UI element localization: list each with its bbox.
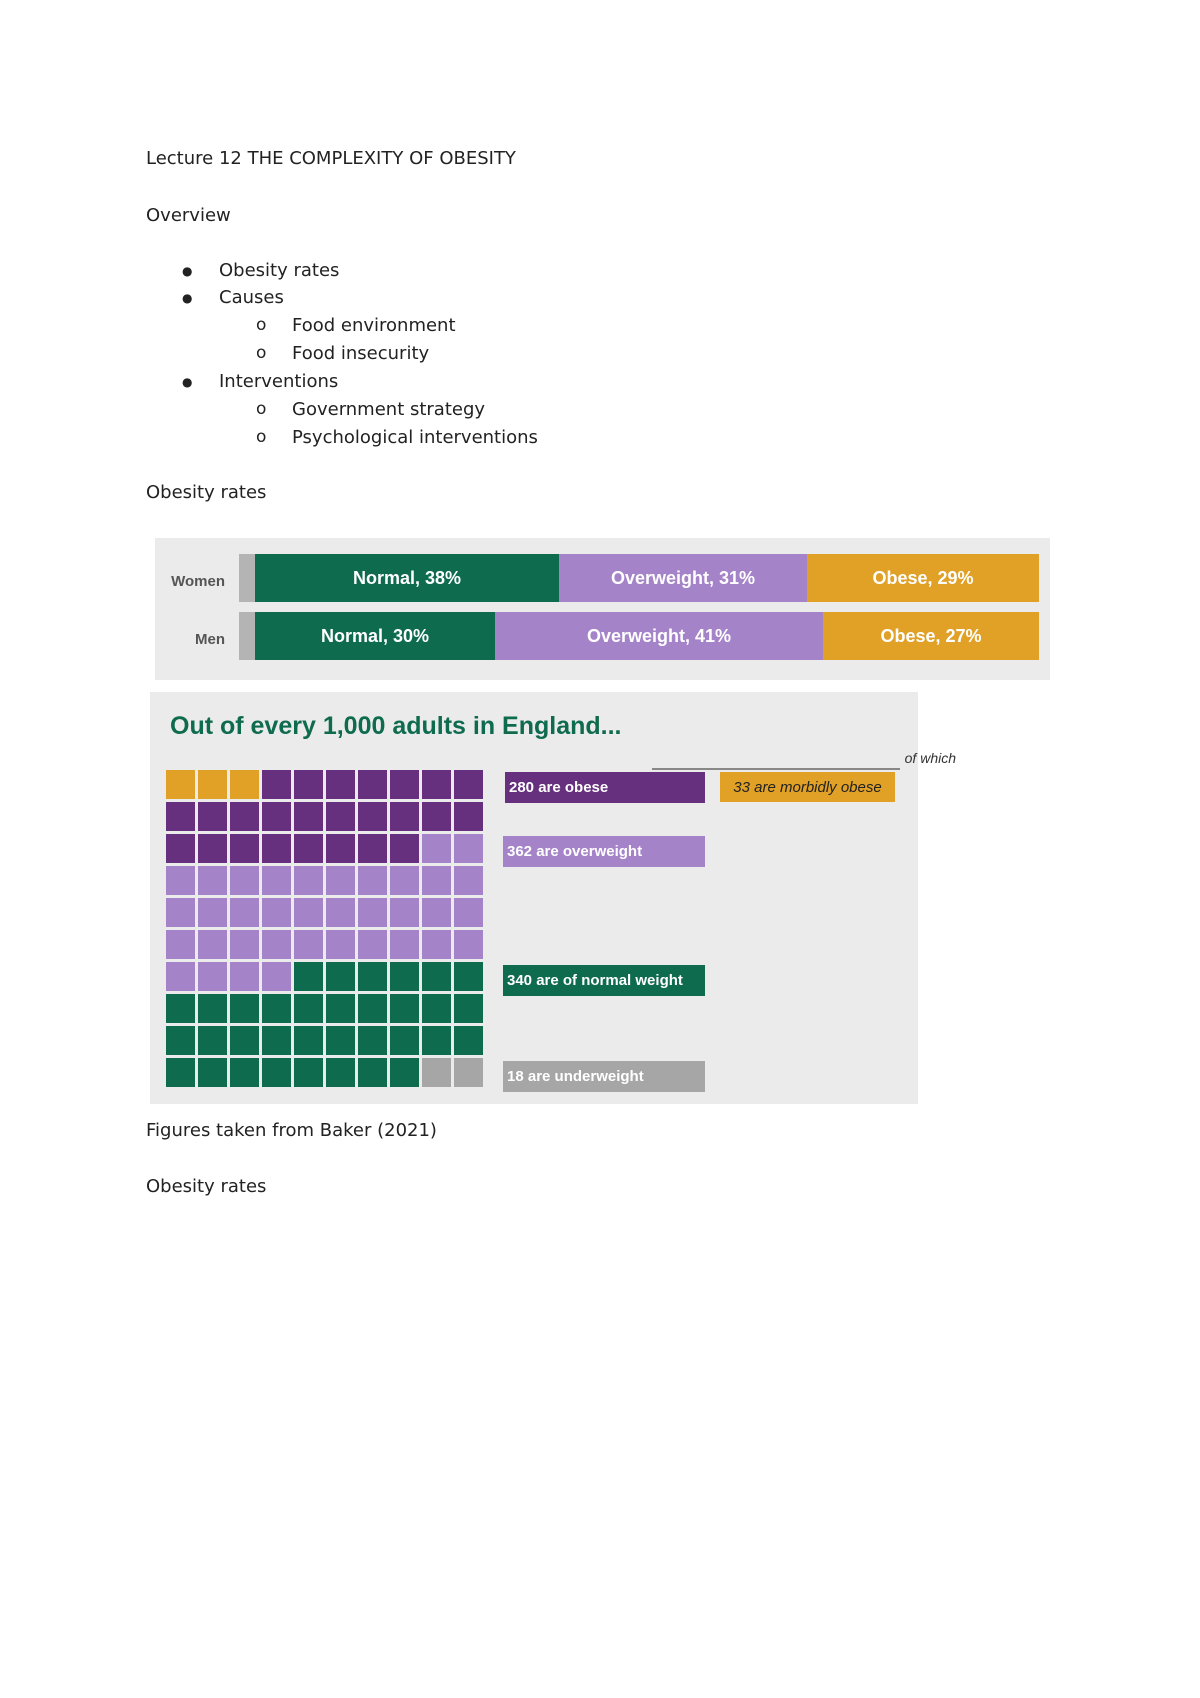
waffle-cell [358,994,387,1023]
waffle-cell [358,962,387,991]
waffle-cell [358,770,387,799]
waffle-cell [390,930,419,959]
waffle-cell [166,898,195,927]
waffle-cell [326,834,355,863]
bullet-causes: Causes [219,287,284,308]
waffle-cell [358,834,387,863]
waffle-label-underweight: 18 are underweight [503,1061,705,1092]
waffle-cell [294,770,323,799]
waffle-cell [198,1058,227,1087]
waffle-title: Out of every 1,000 adults in England... [170,712,622,740]
sub-bullet: o [256,315,267,335]
waffle-cell [230,834,259,863]
waffle-cell [166,994,195,1023]
waffle-cell [358,866,387,895]
bar-segment-normal-men: Normal, 30% [255,612,495,660]
bar-segment-overweight-men: Overweight, 41% [495,612,823,660]
waffle-cell [422,994,451,1023]
bullet-interventions: Interventions [219,371,339,392]
section-heading-obesity-rates: Obesity rates [146,482,267,503]
waffle-cell [358,1058,387,1087]
waffle-cell [390,802,419,831]
waffle-cell [166,930,195,959]
waffle-cell [230,1058,259,1087]
waffle-cell [326,770,355,799]
waffle-cell [262,1058,291,1087]
waffle-cell [262,1026,291,1055]
waffle-cell [326,930,355,959]
waffle-cell [198,930,227,959]
overview-heading: Overview [146,205,231,226]
waffle-cell [198,834,227,863]
waffle-cell [326,898,355,927]
waffle-cell [454,994,483,1023]
waffle-cell [198,866,227,895]
waffle-cell [230,994,259,1023]
waffle-cell [198,770,227,799]
waffle-cell [294,1026,323,1055]
waffle-cell [230,1026,259,1055]
waffle-label-normal-weight: 340 are of normal weight [503,965,705,996]
row-label-men: Men [195,631,225,648]
row-label-women: Women [171,573,225,590]
waffle-cell [422,930,451,959]
waffle-cell [358,1026,387,1055]
waffle-cell [166,866,195,895]
bar-segment-remainder-men [239,612,255,660]
waffle-cell [198,802,227,831]
figure-caption: Figures taken from Baker (2021) [146,1120,437,1141]
waffle-cell [294,898,323,927]
waffle-cell [422,1058,451,1087]
waffle-cell [230,770,259,799]
waffle-cell [198,1026,227,1055]
waffle-cell [454,1058,483,1087]
waffle-cell [166,1058,195,1087]
waffle-cell [326,866,355,895]
waffle-cell [390,898,419,927]
waffle-cell [454,802,483,831]
bullet-dot: ● [182,291,193,305]
waffle-cell [166,802,195,831]
sub-bullet-psychological-interventions: Psychological interventions [292,427,538,448]
waffle-cell [294,866,323,895]
waffle-cell [262,930,291,959]
waffle-cell [294,802,323,831]
waffle-cell [262,866,291,895]
waffle-cell [326,1026,355,1055]
waffle-cell [262,802,291,831]
bar-segment-normal-women: Normal, 38% [255,554,559,602]
waffle-cell [198,898,227,927]
waffle-cell [390,1026,419,1055]
bar-segment-remainder-women [239,554,255,602]
sub-bullet-food-environment: Food environment [292,315,456,336]
waffle-cell [390,770,419,799]
waffle-cell [422,1026,451,1055]
waffle-cell [294,930,323,959]
waffle-cell [454,866,483,895]
waffle-cell [454,1026,483,1055]
waffle-cell [326,962,355,991]
waffle-cell [198,994,227,1023]
waffle-cell [390,834,419,863]
waffle-cell [422,770,451,799]
waffle-cell [358,930,387,959]
waffle-cell [390,866,419,895]
waffle-cell [230,898,259,927]
bar-segment-obese-men: Obese, 27% [823,612,1039,660]
waffle-cell [230,802,259,831]
of-which-note: of which [904,750,956,766]
bullet-dot: ● [182,375,193,389]
waffle-cell [390,1058,419,1087]
sub-bullet-government-strategy: Government strategy [292,399,486,420]
waffle-cell [390,994,419,1023]
waffle-cell [454,770,483,799]
waffle-cell [454,962,483,991]
waffle-cell [326,994,355,1023]
bullet-obesity-rates: Obesity rates [219,260,340,281]
waffle-cell [422,802,451,831]
waffle-cell [422,898,451,927]
waffle-cell [294,962,323,991]
waffle-cell [166,962,195,991]
section-heading-obesity-rates-2: Obesity rates [146,1176,267,1197]
lecture-title: Lecture 12 THE COMPLEXITY OF OBESITY [146,148,516,169]
waffle-cell [262,770,291,799]
waffle-cell [422,866,451,895]
waffle-cell [294,1058,323,1087]
bar-segment-obese-women: Obese, 29% [807,554,1039,602]
waffle-cell [262,834,291,863]
waffle-cell [294,994,323,1023]
waffle-cell [454,898,483,927]
sub-bullet: o [256,427,267,447]
waffle-chart [150,692,956,1104]
waffle-cell [198,962,227,991]
waffle-cell [230,866,259,895]
bar-segment-overweight-women: Overweight, 31% [559,554,807,602]
waffle-cell [230,930,259,959]
waffle-cell [422,834,451,863]
waffle-cell [294,834,323,863]
waffle-cell [326,1058,355,1087]
of-which-line [652,768,900,770]
waffle-cell [166,1026,195,1055]
sub-bullet-food-insecurity: Food insecurity [292,343,430,364]
morbidly-obese-label: 33 are morbidly obese [720,772,895,802]
sub-bullet: o [256,343,267,363]
bullet-dot: ● [182,264,193,278]
waffle-cell [358,802,387,831]
waffle-label-overweight: 362 are overweight [503,836,705,867]
waffle-label-obese: 280 are obese [505,772,705,803]
waffle-cell [262,962,291,991]
waffle-cell [262,898,291,927]
waffle-cell [166,770,195,799]
bmi-by-sex-chart [155,538,1050,680]
waffle-cell [454,930,483,959]
waffle-cell [390,962,419,991]
waffle-cell [262,994,291,1023]
waffle-cell [230,962,259,991]
waffle-cell [358,898,387,927]
waffle-cell [454,834,483,863]
waffle-cell [422,962,451,991]
waffle-cell [326,802,355,831]
sub-bullet: o [256,399,267,419]
waffle-cell [166,834,195,863]
